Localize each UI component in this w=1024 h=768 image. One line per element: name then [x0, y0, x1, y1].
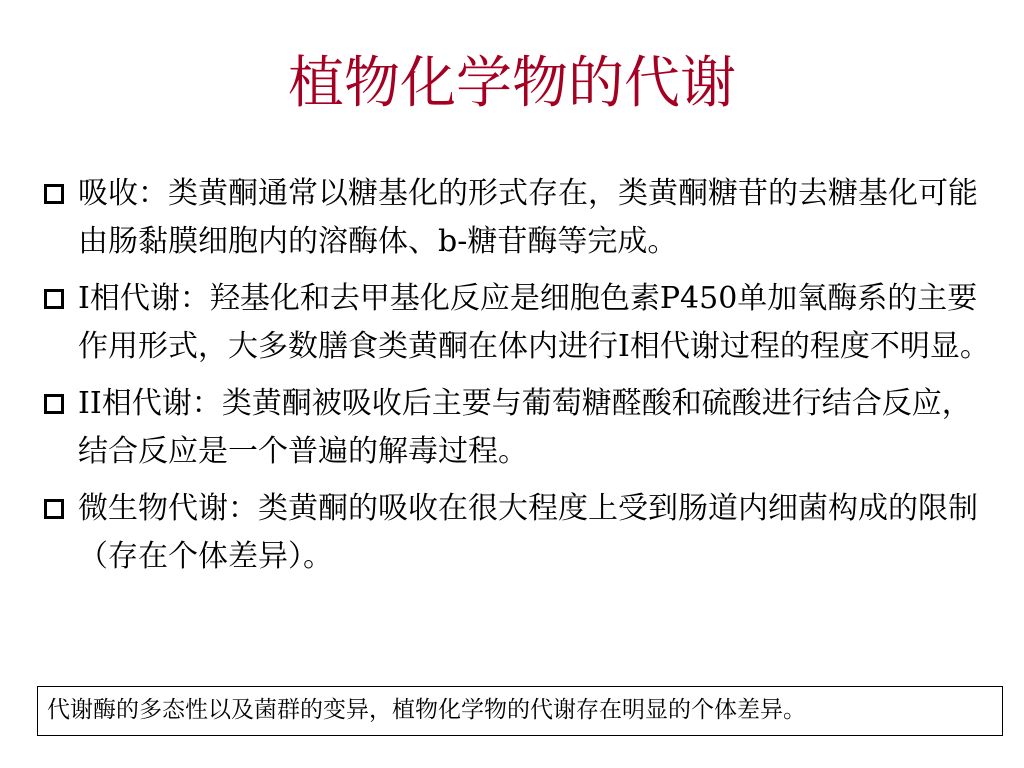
slide-title: 植物化学物的代谢: [288, 51, 736, 116]
hollow-square-icon: [44, 184, 64, 204]
bullet-text: 吸收：类黄酮通常以糖基化的形式存在，类黄酮糖苷的去糖基化可能由肠黏膜细胞内的溶酶体、b-糖苷酶等完成。: [78, 176, 978, 259]
bullet-item-phase-one: [44, 275, 994, 371]
summary-note-box: [37, 686, 1003, 736]
bullet-item-absorption: [44, 170, 994, 266]
hollow-square-icon: [44, 499, 64, 519]
bullet-item-microbial: [44, 485, 994, 581]
hollow-square-icon: [44, 394, 64, 414]
hollow-square-icon: [44, 289, 64, 309]
bullet-text: II相代谢：类黄酮被吸收后主要与葡萄糖醛酸和硫酸进行结合反应，结合反应是一个普遍的解毒过程。: [78, 386, 972, 469]
bullet-list: [44, 170, 994, 590]
bullet-text: 微生物代谢：类黄酮的吸收在很大程度上受到肠道内细菌构成的限制（存在个体差异）。: [78, 491, 978, 574]
bullet-text: I相代谢：羟基化和去甲基化反应是细胞色素P450单加氧酶系的主要作用形式，大多数膳食类黄酮在体内进行I相代谢过程的程度不明显。: [78, 281, 990, 364]
summary-note-text: 代谢酶的多态性以及菌群的变异，植物化学物的代谢存在明显的个体差异。: [47, 697, 806, 723]
bullet-item-phase-two: [44, 380, 994, 476]
